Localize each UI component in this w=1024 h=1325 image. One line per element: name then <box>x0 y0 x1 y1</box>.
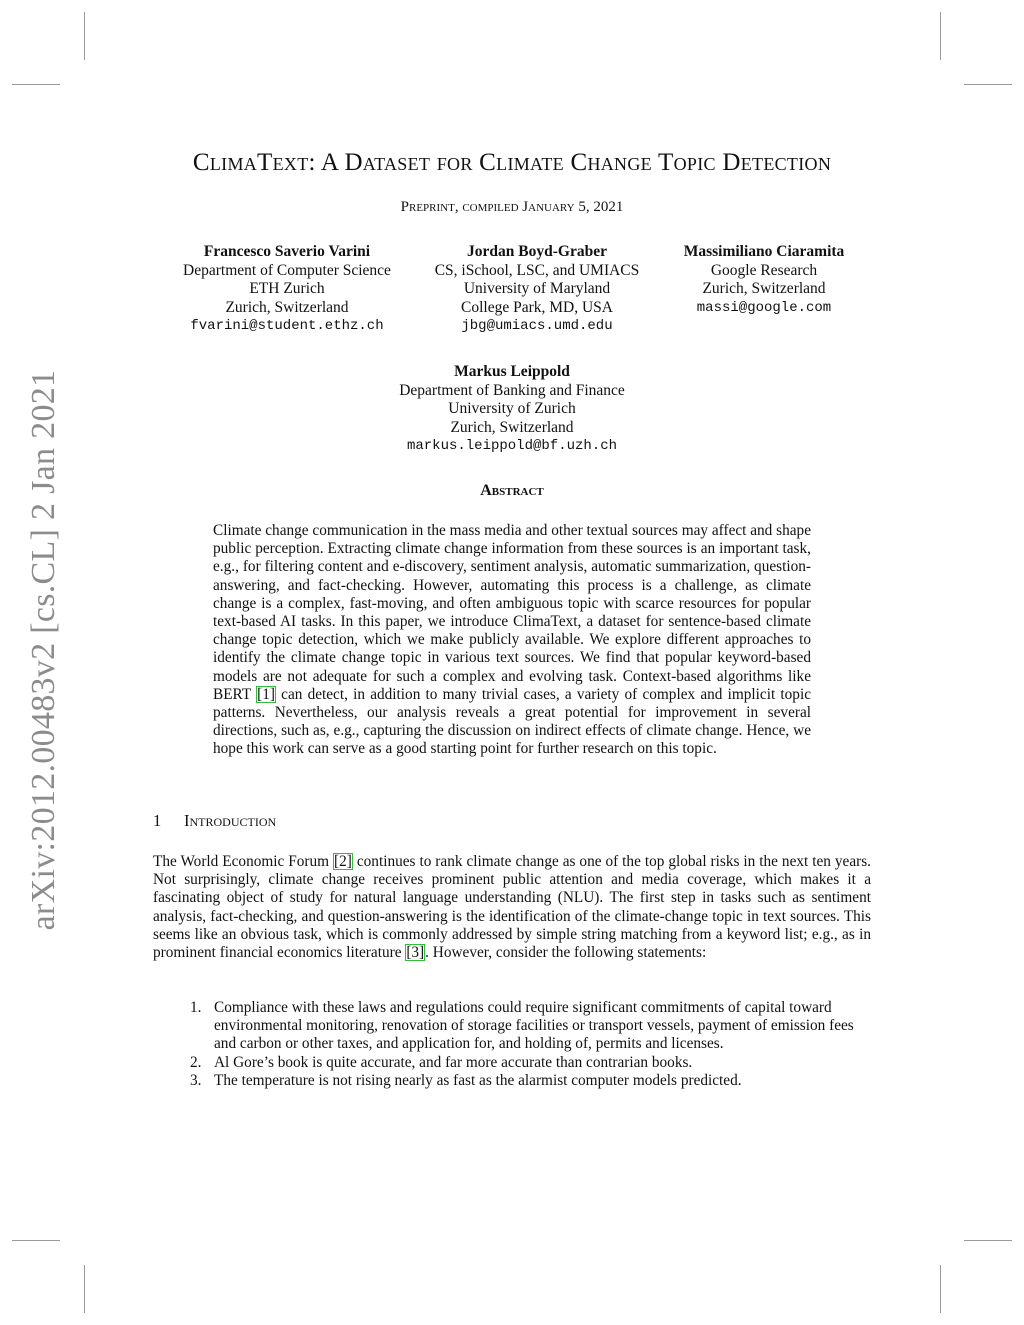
author-affiliation: Zurich, Switzerland <box>702 280 826 297</box>
preprint-line: Preprint, compiled January 5, 2021 <box>400 199 624 215</box>
author-affiliation: Zurich, Switzerland <box>450 418 574 436</box>
abstract-text-part: can detect, in addition to many trivial cases, a variety of complex and implicit topic patterns. Nevertheless, our analysis reveals a great potential for improvement in several directions, such as, e.g., capturing the discussion on indirect effects of climate change. Hence, we hope this work can serve as a good starting point for further research on this topic. <box>213 685 811 758</box>
author-email[interactable]: markus.leippold@bf.uzh.ch <box>406 438 618 454</box>
abstract-body <box>213 522 811 759</box>
crop-mark-top-right-h <box>964 84 1012 85</box>
paper-title: ClimaText: A Dataset for Climate Change Topic Detection <box>192 149 832 176</box>
crop-mark-bottom-left <box>84 1265 85 1313</box>
author-block-boyd-graber <box>412 243 662 336</box>
author-affiliation: Zurich, Switzerland <box>225 298 349 316</box>
list-item-number: 3. <box>190 1071 202 1089</box>
section-title: Introduction <box>184 811 277 830</box>
author-name: Markus Leippold <box>454 363 570 380</box>
list-item-text: Al Gore’s book is quite accurate, and far more accurate than contrarian books. <box>214 1053 693 1071</box>
introduction-paragraph <box>153 853 871 962</box>
abstract-text-part: Climate change communication in the mass media and other textual sources may affect and shape public perception. Extracting climate change information from these sources is an important task, e.g., for filtering content and e-discovery, sentiment analysis, automatic summarization, question-answering, and fact-checking. However, automating this process is a challenge, as climate change is a complex, fast-moving, and often ambiguous topic with scarce resources for popular text-based AI tasks. In this paper, we introduce ClimaText, a dataset for sentence-based climate change topic detection, which we make publicly available. We explore different approaches to identify the climate change topic in various text sources. We find that popular keyword-based models are not adequate for such a complex and evolving task. Context-based algorithms like BERT <box>213 522 811 703</box>
author-affiliation: Department of Banking and Finance <box>399 381 625 399</box>
crop-mark-top-left <box>84 12 85 60</box>
crop-mark-bottom-right-h <box>964 1240 1012 1241</box>
list-item-text: Compliance with these laws and regulations could require significant commitments of capital toward environmental monitoring, renovation of storage facilities or transport vessels, payment of emission fees and carbon or other taxes, and application for, and holding of, permits and licenses. <box>214 999 854 1053</box>
author-name: Francesco Saverio Varini <box>203 243 371 260</box>
crop-mark-bottom-left-h <box>12 1240 60 1241</box>
author-affiliation: College Park, MD, USA <box>461 298 613 316</box>
author-email[interactable]: massi@google.com <box>696 299 832 316</box>
author-email[interactable]: fvarini@student.ethz.ch <box>190 318 384 334</box>
arxiv-identifier: arXiv:2012.00483v2 [cs.CL] 2 Jan 2021 <box>25 369 62 931</box>
author-name: Massimiliano Ciaramita <box>683 243 845 260</box>
author-block-ciaramita <box>660 243 868 317</box>
author-affiliation: Department of Computer Science <box>183 261 391 279</box>
crop-mark-bottom-right <box>940 1265 941 1313</box>
citation-link[interactable]: [2] <box>334 853 352 870</box>
crop-mark-top-right <box>940 12 941 60</box>
list-item-number: 1. <box>190 999 202 1016</box>
author-affiliation: Google Research <box>710 261 818 279</box>
paragraph-text-part: . However, consider the following statements: <box>425 944 707 962</box>
section-number: 1 <box>153 811 162 830</box>
author-name: Jordan Boyd-Graber <box>467 243 607 260</box>
list-item <box>190 1054 871 1072</box>
crop-mark-top-left-h <box>12 84 60 85</box>
author-block-varini <box>153 243 421 336</box>
paragraph-text-part: continues to rank climate change as one of the top global risks in the next ten years. Not surprisingly, climate change receives prominent public attention and media coverage, which makes it a fascinating object of study for natural language understanding (NLU). The first step in tasks such as sentiment analysis, fact-checking, and question-answering is the identification of the climate-change topic in text sources. This seems like an obvious task, which is commonly addressed by simple string matching from a keyword list; e.g., as in prominent financial economics literature <box>153 853 871 962</box>
list-item <box>190 1072 871 1090</box>
list-item-text: The temperature is not rising nearly as fast as the alarmist computer models predicted. <box>214 1071 742 1089</box>
abstract-heading: Abstract <box>480 482 544 499</box>
citation-link[interactable]: [3] <box>406 944 425 962</box>
author-affiliation: CS, iSchool, LSC, and UMIACS <box>434 261 640 279</box>
author-affiliation: University of Zurich <box>448 400 576 417</box>
list-item <box>190 999 871 1054</box>
author-affiliation: ETH Zurich <box>249 280 325 297</box>
author-affiliation: University of Maryland <box>463 280 611 297</box>
citation-link[interactable]: [1] <box>257 685 275 703</box>
author-block-leippold <box>362 363 662 456</box>
statement-list <box>190 999 871 1090</box>
author-email[interactable]: jbg@umiacs.umd.edu <box>461 318 613 334</box>
section-heading-introduction <box>153 811 276 831</box>
list-item-number: 2. <box>190 1053 202 1071</box>
paragraph-text-part: The World Economic Forum <box>153 853 334 870</box>
